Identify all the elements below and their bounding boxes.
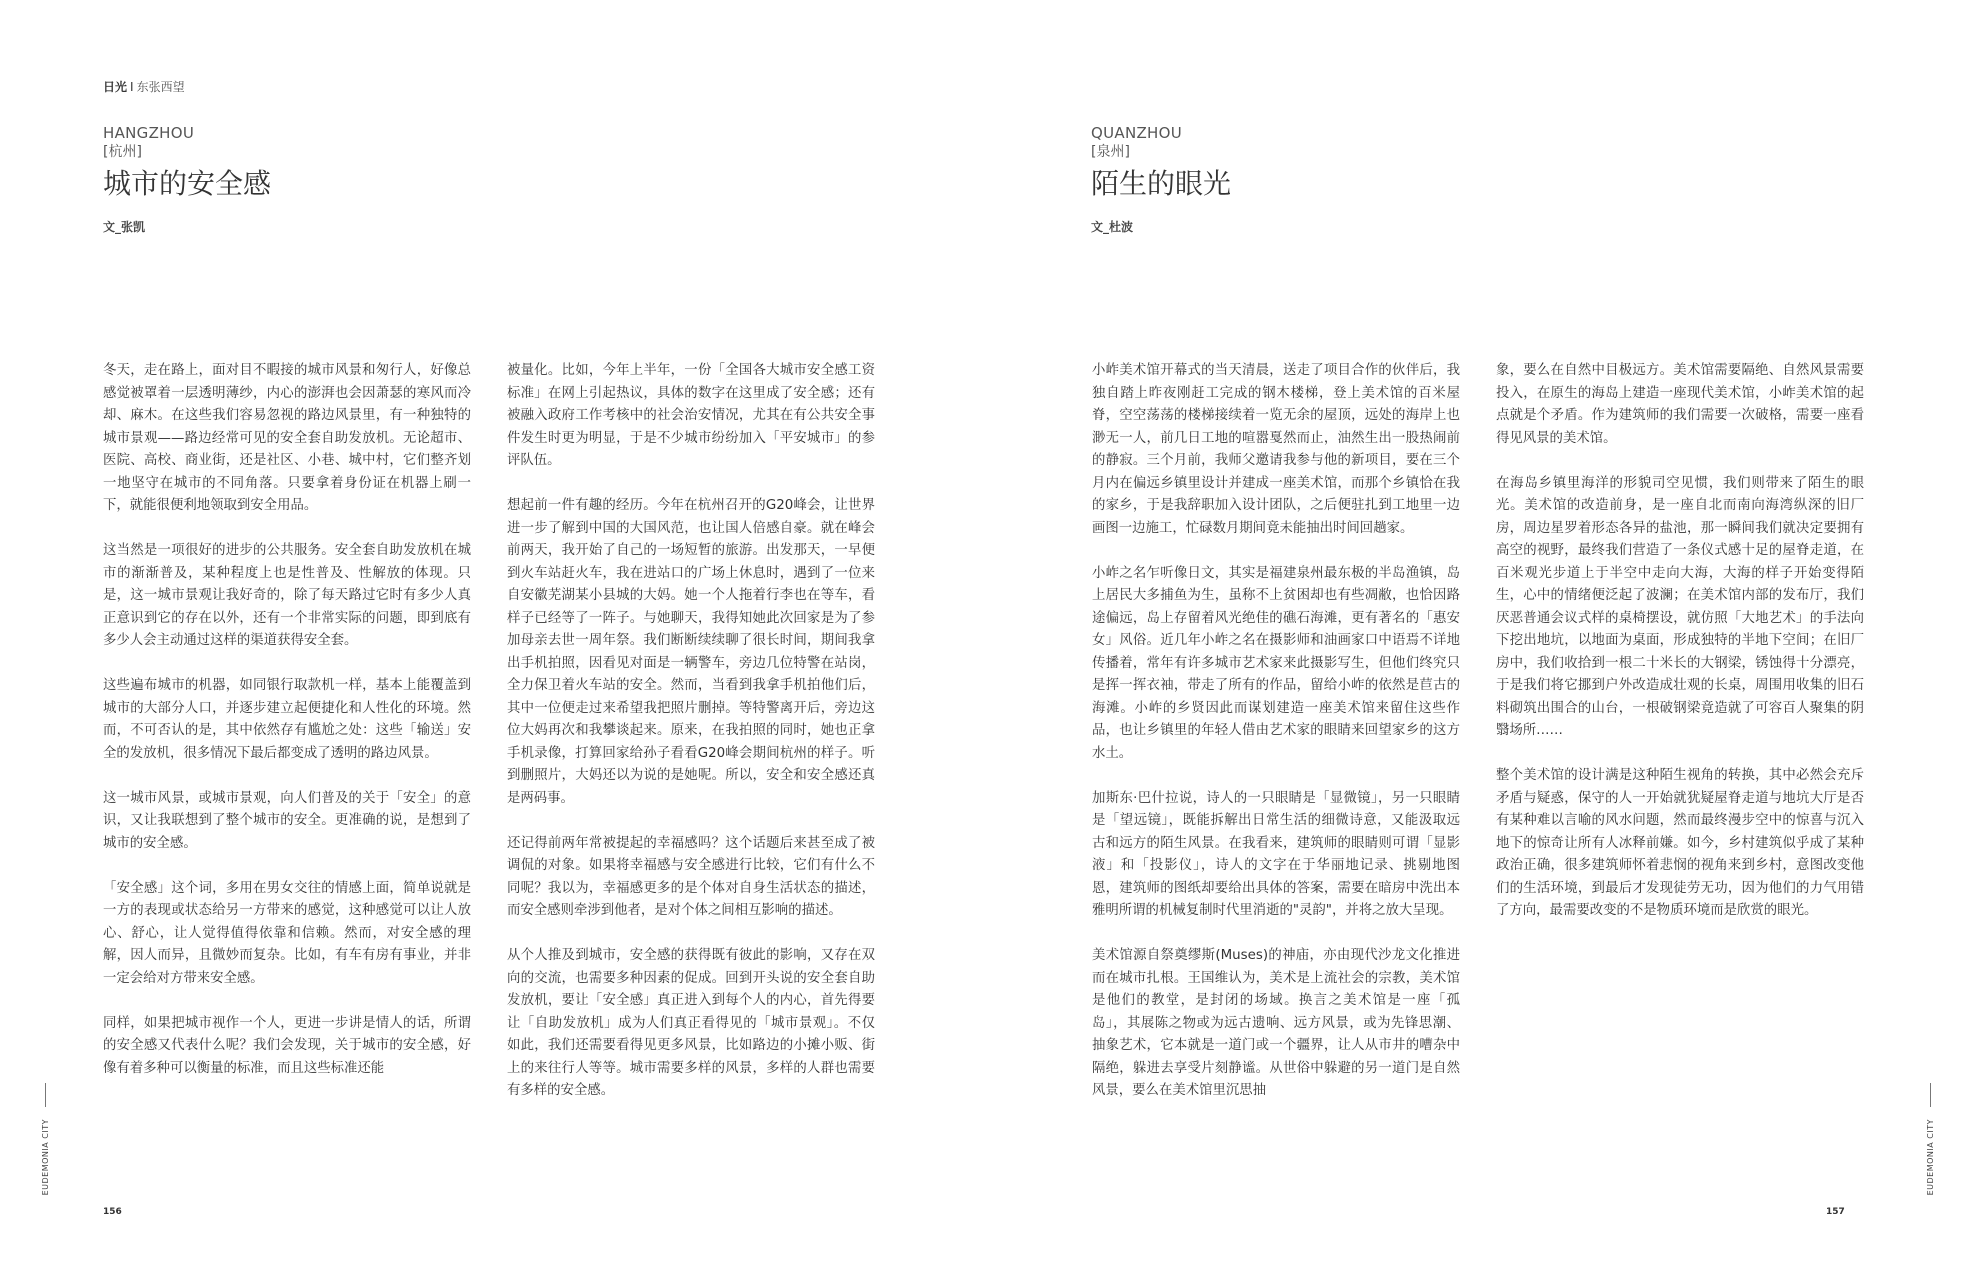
spine-rule <box>45 1083 46 1107</box>
article-header <box>1091 124 1231 235</box>
spine-label <box>38 1083 52 1195</box>
paragraph: 被量化。比如，今年上半年，一份「全国各大城市安全感工资标准」在网上引起热议，具体的数字在这里成了安全感；还有被融入政府工作考核中的社会治安情况，尤其在有公共安全事件发生时更为明显，于是不少城市纷纷加入「平安城市」的参评队伍。 <box>507 363 875 468</box>
section-tag <box>103 78 185 95</box>
article-title: 陌生的眼光 <box>1091 167 1232 200</box>
city-name-cn: [杭州] <box>103 144 142 160</box>
text-column-2 <box>1496 360 1864 923</box>
paragraph: 在海岛乡镇里海洋的形貌司空见惯，我们则带来了陌生的眼光。美术馆的改造前身，是一座自北而南向海湾纵深的旧厂房，周边星罗着形态各异的盐池，那一瞬间我们就决定要拥有高空的视野，最终我们营造了一条仪式感十足的屋脊走道，在百米观光步道上于半空中走向大海，大海的样子开始变得陌生，心中的情绪便泛起了波澜；在美术馆内部的发布厅，我们厌恶普通会议式样的桌椅摆设，就仿照「大地艺术」的手法向下挖出地坑，以地面为桌面，形成独特的半地下空间；在旧厂房中，我们收拾到一根二十米长的大钢梁，锈蚀得十分漂亮，于是我们将它挪到户外改造成壮观的长桌，周围用收集的旧石料砌筑出围合的山台，一根破钢梁竟造就了可容百人聚集的阴翳场所…… <box>1496 475 1864 738</box>
paragraph: 同样，如果把城市视作一个人，更进一步讲是情人的话，所谓的安全感又代表什么呢？我们会发现，关于城市的安全感，好像有着多种可以衡量的标准，而且这些标准还能 <box>103 1015 471 1076</box>
paragraph: 小岞美术馆开幕式的当天清晨，送走了项目合作的伙伴后，我独自踏上昨夜刚赶工完成的钢木楼梯，登上美术馆的百米屋脊，空空荡荡的楼梯接续着一览无余的屋顶，远处的海岸上也渺无一人，前几日工地的喧嚣戛然而止，油然生出一股热闹前的静寂。三个月前，我师父邀请我参与他的新项目，要在三个月内在偏远乡镇里设计并建成一座美术馆，而那个乡镇恰在我的家乡，于是我辞职加入设计团队，之后便驻扎到工地里一边画图一边施工，忙碌数月期间竟未能抽出时间回趟家。 <box>1092 363 1460 536</box>
text-column-1 <box>103 360 471 1080</box>
spine-text: EUDEMONIA CITY <box>1925 1119 1935 1196</box>
paragraph: 这一城市风景，或城市景观，向人们普及的关于「安全」的意识，又让我联想到了整个城市的安全。更准确的说，是想到了城市的安全感。 <box>103 790 471 851</box>
spine-label <box>1923 1083 1937 1195</box>
paragraph: 这当然是一项很好的进步的公共服务。安全套自助发放机在城市的渐渐普及，某种程度上也是性普及、性解放的体现。只是，这一城市景观让我好奇的，除了每天路过它时有多少人真正意识到它的存在以外，还有一个非常实际的问题，即到底有多少人会主动通过这样的渠道获得安全套。 <box>103 543 471 648</box>
paragraph: 想起前一件有趣的经历。今年在杭州召开的G20峰会，让世界进一步了解到中国的大国风范，也让国人倍感自豪。就在峰会前两天，我开始了自己的一场短暂的旅游。出发那天，一早便到火车站赶火车，我在进站口的广场上休息时，遇到了一位来自安徽芜湖某小县城的大妈。她一个人拖着行李也在等车，看样子已经等了一阵子。与她聊天，我得知她此次回家是为了参加母亲去世一周年祭。我们断断续续聊了很长时间，期间我拿出手机拍照，因看见对面是一辆警车，旁边几位特警在站岗，全力保卫着火车站的安全。然而，当看到我拿手机拍他们后，其中一位便走过来希望我把照片删掉。等特警离开后，旁边这位大妈再次和我攀谈起来。原来，在我拍照的同时，她也正拿手机录像，打算回家给孙子看看G20峰会期间杭州的样子。听到删照片，大妈还以为说的是她呢。所以，安全和安全感还真是两码事。 <box>507 498 875 806</box>
paragraph: 加斯东·巴什拉说，诗人的一只眼睛是「显微镜」，另一只眼睛是「望远镜」，既能拆解出日常生活的细微诗意，又能汲取远古和远方的陌生风景。在我看来，建筑师的眼睛则可谓「显影液」和「投影仪」，诗人的文字在于华丽地记录、挑剔地图恩，建筑师的图纸却要给出具体的答案，需要在暗房中洗出本雅明所谓的机械复制时代里消逝的"灵韵"，并将之放大呈现。 <box>1092 790 1460 918</box>
article-author: 文_杜波 <box>1091 220 1134 234</box>
spine-text: EUDEMONIA CITY <box>40 1119 50 1196</box>
city-name-en: HANGZHOU <box>103 124 195 142</box>
paragraph: 小岞之名乍听像日文，其实是福建泉州最东极的半岛渔镇，岛上居民大多捕鱼为生，虽称不上贫困却也有些凋敝，也恰因路途偏远，岛上存留着风光绝佳的礁石海滩，更有著名的「惠安女」风俗。近几年小岞之名在摄影师和油画家口中语焉不详地传播着，常年有许多城市艺术家来此摄影写生，但他们终究只是挥一挥衣袖，带走了所有的作品，留给小岞的依然是苣古的海滩。小岞的乡贤因此而谋划建造一座美术馆来留住这些作品，也让乡镇里的年轻人借由艺术家的眼睛来回望家乡的这方水土。 <box>1092 565 1460 761</box>
paragraph: 这些遍布城市的机器，如同银行取款机一样，基本上能覆盖到城市的大部分人口，并逐步建立起便捷化和人性化的环境。然而，不可否认的是，其中依然存有尴尬之处：这些「输送」安全的发放机，很多情况下最后都变成了透明的路边风景。 <box>103 678 471 761</box>
section-sub-label: 东张西望 <box>136 80 185 94</box>
page-number: 156 <box>103 1207 122 1217</box>
right-page <box>981 0 1962 1264</box>
city-name-en: QUANZHOU <box>1091 124 1183 142</box>
paragraph: 「安全感」这个词，多用在男女交往的情感上面，简单说就是一方的表现或状态给另一方带来的感觉，这种感觉可以让人放心、舒心，让人觉得值得依靠和信赖。然而，对安全感的理解，因人而异，且微妙而复杂。比如，有车有房有事业，并非一定会给对方带来安全感。 <box>103 880 471 986</box>
paragraph: 冬天，走在路上，面对目不暇接的城市风景和匆行人，好像总感觉被罩着一层透明薄纱，内心的澎湃也会因萧瑟的寒风而冷却、麻木。在这些我们容易忽视的路边风景里，有一种独特的城市景观——路边经常可见的安全套自助发放机。无论超市、医院、高校、商业街，还是社区、小巷、城中村，它们整齐划一地坚守在城市的不同角落。只要拿着身份证在机器上刷一下，就能很便利地领取到安全用品。 <box>103 363 471 513</box>
page-number: 157 <box>1826 1207 1845 1217</box>
paragraph: 还记得前两年常被提起的幸福感吗？这个话题后来甚至成了被调侃的对象。如果将幸福感与安全感进行比较，它们有什么不同呢？我以为，幸福感更多的是个体对自身生活状态的描述，而安全感则牵涉到他者，是对个体之间相互影响的描述。 <box>507 835 875 918</box>
section-label: 日光 <box>103 80 128 94</box>
paragraph: 美术馆源自祭奠缪斯(Muses)的神庙，亦由现代沙龙文化推进而在城市扎根。王国维认为，美术是上流社会的宗教，美术馆是他们的教堂，是封闭的场域。换言之美术馆是一座「孤岛」，其展陈之物或为远古遗响、远方风景，或为先锋思潮、抽象艺术，它本就是一道门或一个疆界，让人从市井的嘈杂中隔绝，躲进去享受片刻静谧。从世俗中躲避的另一道门是自然风景，要么在美术馆里沉思抽 <box>1092 948 1460 1098</box>
city-name-cn: [泉州] <box>1091 144 1130 160</box>
text-column-1 <box>1092 360 1460 1103</box>
paragraph: 从个人推及到城市，安全感的获得既有彼此的影响，又存在双向的交流，也需要多种因素的促成。回到开头说的安全套自助发放机，要让「安全感」真正进入到每个人的内心，首先得要让「自助发放机」成为人们真正看得见的「城市景观」。不仅如此，我们还需要看得见更多风景，比如路边的小摊小贩、街上的来往行人等等。城市需要多样的风景，多样的人群也需要有多样的安全感。 <box>507 948 875 1098</box>
text-column-2 <box>507 360 875 1103</box>
section-separator: I <box>130 80 134 94</box>
article-title: 城市的安全感 <box>103 167 272 200</box>
paragraph: 整个美术馆的设计满是这种陌生视角的转换，其中必然会充斥矛盾与疑惑，保守的人一开始就犹疑屋脊走道与地坑大厅是否有某种难以言喻的风水问题，然而最终漫步空中的惊喜与沉入地下的惊奇让所有人冰释前嫌。如今，乡村建筑似乎成了某种政治正确，很多建筑师怀着悲悯的视角来到乡村，意图改变他们的生活环境，到最后才发现徒劳无功，因为他们的力气用错了方向，最需要改变的不是物质环境而是欣赏的眼光。 <box>1496 768 1864 918</box>
article-author: 文_张凯 <box>103 220 146 234</box>
spine-rule <box>1930 1083 1931 1107</box>
paragraph: 象，要么在自然中目极远方。美术馆需要隔绝、自然风景需要投入，在原生的海岛上建造一座现代美术馆，小岞美术馆的起点就是个矛盾。作为建筑师的我们需要一次破格，需要一座看得见风景的美术馆。 <box>1496 363 1864 446</box>
article-header <box>103 124 271 235</box>
